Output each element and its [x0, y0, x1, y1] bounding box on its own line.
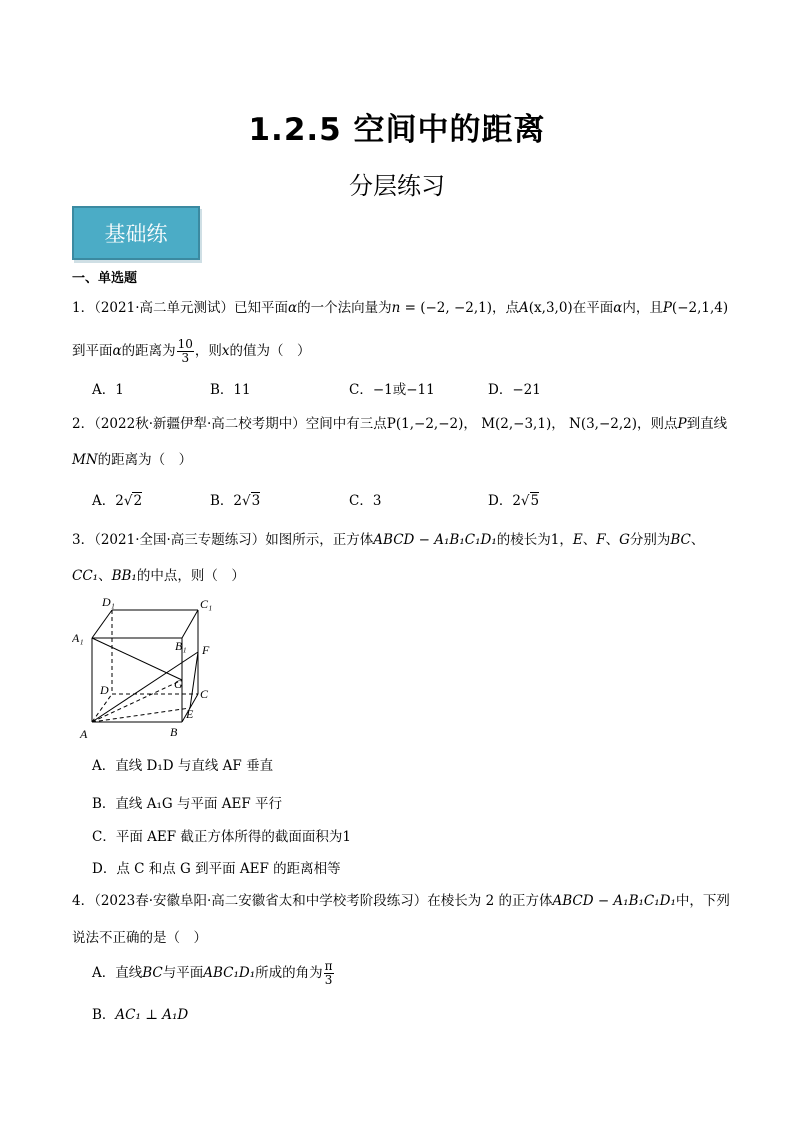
edge-b1-c1: [182, 610, 198, 638]
label-b: B: [170, 725, 178, 739]
option-label: D．2: [488, 493, 521, 509]
math-line-mn: MN: [72, 452, 98, 468]
option-b: B．2√3: [210, 493, 261, 509]
label-e: E: [186, 707, 194, 721]
question-2-line-2: [72, 450, 192, 470]
level-badge: 基础练: [72, 206, 200, 260]
option-b: B．11: [210, 382, 251, 398]
label-d: D: [100, 683, 109, 697]
segment-f-e: [190, 652, 198, 708]
question-text: 的一个法向量为: [297, 300, 392, 316]
question-text: 的中点，则（ ）: [136, 568, 245, 584]
option-a: A．1: [92, 382, 124, 398]
sqrt-radicand: 3: [251, 493, 261, 509]
option-d: D．2√5: [488, 493, 540, 509]
label-g: G: [174, 677, 183, 691]
question-source: （2023春·安徽阜阳·高二安徽省太和中学校考阶段练习）: [94, 893, 428, 909]
math-cube-name: ABCD − A₁B₁C₁D₁: [552, 893, 676, 909]
question-text: 内，且: [622, 300, 663, 316]
option-c: C．3: [349, 493, 382, 509]
question-text: 的距离为（ ）: [97, 452, 193, 468]
sqrt-radicand: 2: [133, 493, 143, 509]
sqrt-radicand: 5: [530, 493, 540, 509]
math-fraction: [177, 338, 194, 365]
option-d: D．−21: [488, 382, 541, 398]
math-alpha: α: [288, 300, 298, 316]
option-a: A．2√2: [92, 493, 143, 509]
math-expression: AC₁ ⊥ A₁D: [115, 1007, 189, 1023]
math-segment-bc: BC: [142, 965, 163, 981]
option-label: B．2: [210, 493, 243, 509]
question-text: ，点: [492, 300, 520, 316]
option-text: 所成的角为: [255, 965, 323, 981]
question-3-line-1: 3．（2021·全国·高三专题练习）如图所示，正方体ABCD − A₁B₁C₁D₁的棱长为1，E、F、G分别为BC、: [72, 532, 705, 548]
question-number: 3．: [72, 532, 95, 548]
option-b: B．直线 A₁G 与平面 AEF 平行: [92, 796, 283, 812]
question-source: （2022秋·新疆伊犁·高二校考期中）: [94, 416, 306, 432]
option-a: [92, 960, 335, 987]
question-text: 在棱长为 2 的正方体: [427, 893, 553, 909]
fraction-denominator: 3: [324, 973, 333, 987]
question-text: 说法不正确的是（ ）: [72, 930, 207, 946]
question-text: ，则: [194, 343, 222, 359]
question-text: 的棱长为1，: [496, 532, 573, 548]
label-d1: D₁: [102, 595, 115, 609]
math-coords: (−2,1,4): [671, 300, 729, 316]
label-b1: B₁: [175, 639, 187, 653]
edge-a1-d1: [92, 610, 112, 638]
question-text: 在平面: [572, 300, 614, 316]
question-source: （2021·全国·高三专题练习）: [94, 532, 266, 548]
option-label: A．2: [92, 493, 124, 509]
cube-figure: [72, 594, 232, 744]
question-text: ，则点: [637, 416, 678, 432]
math-fraction: [324, 960, 334, 987]
math-alpha: α: [613, 300, 623, 316]
option-label: B．: [92, 1007, 116, 1023]
label-a1: A₁: [72, 631, 84, 645]
label-c1: C₁: [200, 597, 213, 611]
segment-a1-g: [92, 638, 182, 680]
math-point-p: P: [677, 416, 687, 432]
math-var-x: x: [221, 343, 230, 359]
question-number: 4．: [72, 893, 95, 909]
option-a: A．直线 D₁D 与直线 AF 垂直: [92, 758, 274, 774]
page-subtitle: 分层练习: [349, 172, 445, 200]
math-point-g: G: [619, 532, 630, 548]
question-text: 的值为（ ）: [229, 343, 311, 359]
option-d: D．点 C 和点 G 到平面 AEF 的距离相等: [92, 861, 341, 877]
option-c: C．−1或−11: [349, 382, 435, 398]
math-vector-value: = (−2, −2,1): [400, 300, 493, 316]
question-text: 分别为: [629, 532, 671, 548]
math-cube-name: ABCD − A₁B₁C₁D₁: [373, 532, 497, 548]
question-4-line-2: [72, 928, 207, 948]
option-c: C．平面 AEF 截正方体所得的截面面积为1: [92, 829, 351, 845]
question-text: 已知平面: [234, 300, 288, 316]
math-plane: ABC₁D₁: [203, 965, 256, 981]
math-alpha: α: [112, 343, 122, 359]
question-number: 1．: [72, 300, 95, 316]
option-b: [92, 1003, 188, 1023]
question-text: 的距离为: [121, 343, 176, 359]
math-segment-bc: BC: [670, 532, 691, 548]
question-text: 中，下列: [675, 893, 730, 909]
math-segment-cc1: CC₁: [72, 568, 99, 584]
math-point-p: P(1,−2,−2): [386, 416, 464, 432]
math-vector-n: n: [391, 300, 401, 316]
question-number: 2．: [72, 416, 95, 432]
fraction-numerator: π: [324, 959, 333, 973]
question-1-line-2: [72, 338, 311, 365]
option-text: 与平面: [162, 965, 204, 981]
fraction-denominator: 3: [181, 351, 190, 365]
section-heading: 一、单选题: [72, 271, 138, 286]
math-point-f: F: [596, 532, 606, 548]
question-text: 到直线: [686, 416, 728, 432]
question-1-line-1: [72, 298, 728, 318]
math-segment-bb1: BB₁: [111, 568, 137, 584]
question-text: 空间中有三点: [305, 416, 387, 432]
question-text: 如图所示，正方体: [265, 532, 374, 548]
question-text: 到平面: [72, 343, 113, 359]
math-point-n: N(3,−2,2): [569, 416, 638, 432]
fraction-numerator: 10: [177, 337, 193, 351]
label-f: F: [202, 643, 210, 657]
math-point-p: P: [662, 300, 672, 316]
math-coords: (x,3,0): [528, 300, 573, 316]
question-2-line-1: 2．（2022秋·新疆伊犁·高二校考期中）空间中有三点P(1,−2,−2)， M(2,−3,1)， N(3,−2,2)，则点P到直线: [72, 416, 728, 432]
math-point-m: M(2,−3,1): [481, 416, 552, 432]
question-4-line-1: [72, 891, 730, 911]
label-a: A: [80, 727, 88, 741]
option-text: A．直线: [92, 965, 143, 981]
question-3-line-2: CC₁、BB₁的中点，则（ ）: [72, 568, 245, 584]
question-source: （2021·高二单元测试）: [94, 300, 234, 316]
label-c: C: [200, 687, 209, 701]
page-title: 1.2.5 空间中的距离: [248, 112, 546, 148]
math-point-a: A: [519, 300, 529, 316]
math-point-e: E: [572, 532, 583, 548]
